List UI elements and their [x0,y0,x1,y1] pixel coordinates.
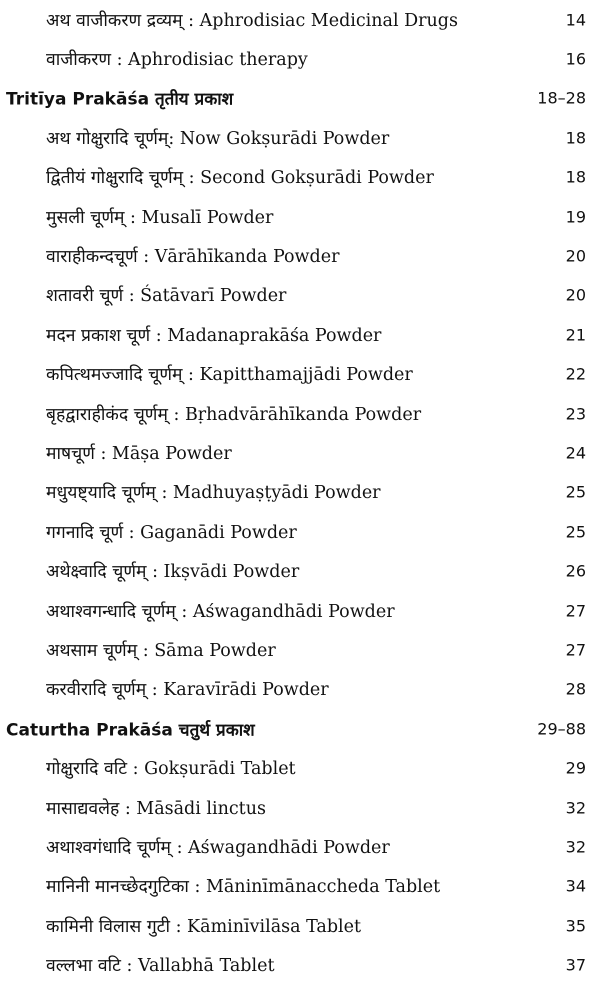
toc-entry-title: अथाश्वगंधादि चूर्णम् : Aśwagandhādi Powder [46,837,390,858]
toc-entry [0,158,600,197]
toc-entry [0,670,600,709]
toc-entry-page: 20 [565,285,586,305]
toc-section-page-range: 29–88 [537,719,586,739]
toc-entry [0,236,600,275]
toc-entry [0,906,600,945]
toc-entry-page: 18 [565,167,586,187]
toc-entry-page: 23 [565,404,586,424]
toc-entry-title: वल्लभा वटि : Vallabhā Tablet [46,956,275,977]
toc-entry [0,433,600,472]
toc-entry-title: कामिनी विलास गुटी : Kāminīvilāsa Tablet [46,916,362,937]
toc-entry-title: अथ गोक्षुरादि चूर्णम्: Now Gokṣurādi Powder [46,128,390,149]
toc-entry-title: गगनादि चूर्ण : Gaganādi Powder [46,522,297,543]
toc-entry [0,394,600,433]
toc-entry-title: वाजीकरण : Aphrodisiac therapy [46,50,308,71]
toc-entry [0,355,600,394]
toc-entry-title: मदन प्रकाश चूर्ण : Madanaprakāśa Powder [46,325,382,346]
toc-entry-title: मानिनी मानच्छेदगुटिका : Māninīmānaccheda Tablet [46,877,441,898]
toc-entry [0,827,600,866]
toc-entry-title: वाराहीकन्दचूर्ण : Vārāhīkanda Powder [46,247,340,268]
toc-entry-title: करवीरादि चूर्णम् : Karavīrādi Powder [46,680,329,701]
toc-entry [0,630,600,669]
toc-entry [0,276,600,315]
toc-entry [0,945,600,984]
toc-entry [0,788,600,827]
toc-section-page-range: 18–28 [537,88,586,108]
toc-entry-page: 25 [565,482,586,502]
toc-entry-title: अथाश्वगन्धादि चूर्णम् : Aśwagandhādi Powder [46,601,395,622]
toc-entry-title: बृहद्वाराहीकंद चूर्णम् : Bṛhadvārāhīkanda Powder [46,404,422,425]
toc-entry-page: 21 [565,325,586,345]
toc-entry-page: 34 [565,876,586,896]
toc-entry [0,591,600,630]
toc-entry-page: 35 [565,916,586,936]
toc-entry-page: 25 [565,522,586,542]
toc-entry-title: मासाद्यवलेह : Māsādi linctus [46,798,266,819]
toc-section-heading [0,709,600,748]
toc-entry-page: 16 [565,49,586,69]
toc-entry-title: गोक्षुरादि वटि : Gokṣurādi Tablet [46,759,296,780]
toc-entry [0,39,600,78]
toc-entry-page: 27 [565,640,586,660]
toc-entry [0,551,600,590]
toc-entry-page: 18 [565,128,586,148]
toc-entry [0,315,600,354]
toc-entry [0,867,600,906]
toc-section-title: Tritīya Prakāśa तृतीय प्रकाश [6,89,234,110]
toc-entry-title: मधुयष्ट्यादि चूर्णम् : Madhuyaṣṭyādi Powder [46,483,381,504]
toc-entry-page: 27 [565,601,586,621]
toc-entry [0,0,600,39]
toc-entry [0,473,600,512]
toc-entry [0,197,600,236]
toc-entry-title: अथ वाजीकरण द्रव्यम् : Aphrodisiac Medicinal Drugs [46,10,458,31]
toc-entry-page: 26 [565,561,586,581]
toc-entry-title: अथसाम चूर्णम् : Sāma Powder [46,640,276,661]
toc-section-heading [0,79,600,118]
toc-entry-page: 22 [565,364,586,384]
toc-entry-page: 24 [565,443,586,463]
toc-entry-title: अथेक्ष्वादि चूर्णम् : Ikṣvādi Powder [46,562,300,583]
toc-entry-page: 19 [565,207,586,227]
toc-entry-page: 14 [565,10,586,30]
toc-entry-page: 32 [565,798,586,817]
toc-entry [0,748,600,787]
toc-entry-title: मुसली चूर्णम् : Musalī Powder [46,207,274,228]
toc-entry-title: द्वितीयं गोक्षुरादि चूर्णम् : Second Gokṣurādi Powder [46,168,434,189]
toc-entry-title: कपित्थमज्जादि चूर्णम् : Kapitthamajjādi Powder [46,365,413,386]
toc-entry-page: 20 [565,246,586,266]
toc-entry-title: शतावरी चूर्ण : Śatāvarī Powder [46,286,287,307]
toc-entry-title: माषचूर्ण : Māṣa Powder [46,443,232,464]
toc-entry-page: 29 [565,758,586,778]
toc-entry-page: 32 [565,837,586,857]
toc-entry [0,118,600,157]
toc-entry-page: 28 [565,679,586,699]
toc-entry-page: 37 [565,955,586,975]
toc-entry [0,512,600,551]
toc-section-title: Caturtha Prakāśa चतुर्थ प्रकाश [6,720,255,741]
